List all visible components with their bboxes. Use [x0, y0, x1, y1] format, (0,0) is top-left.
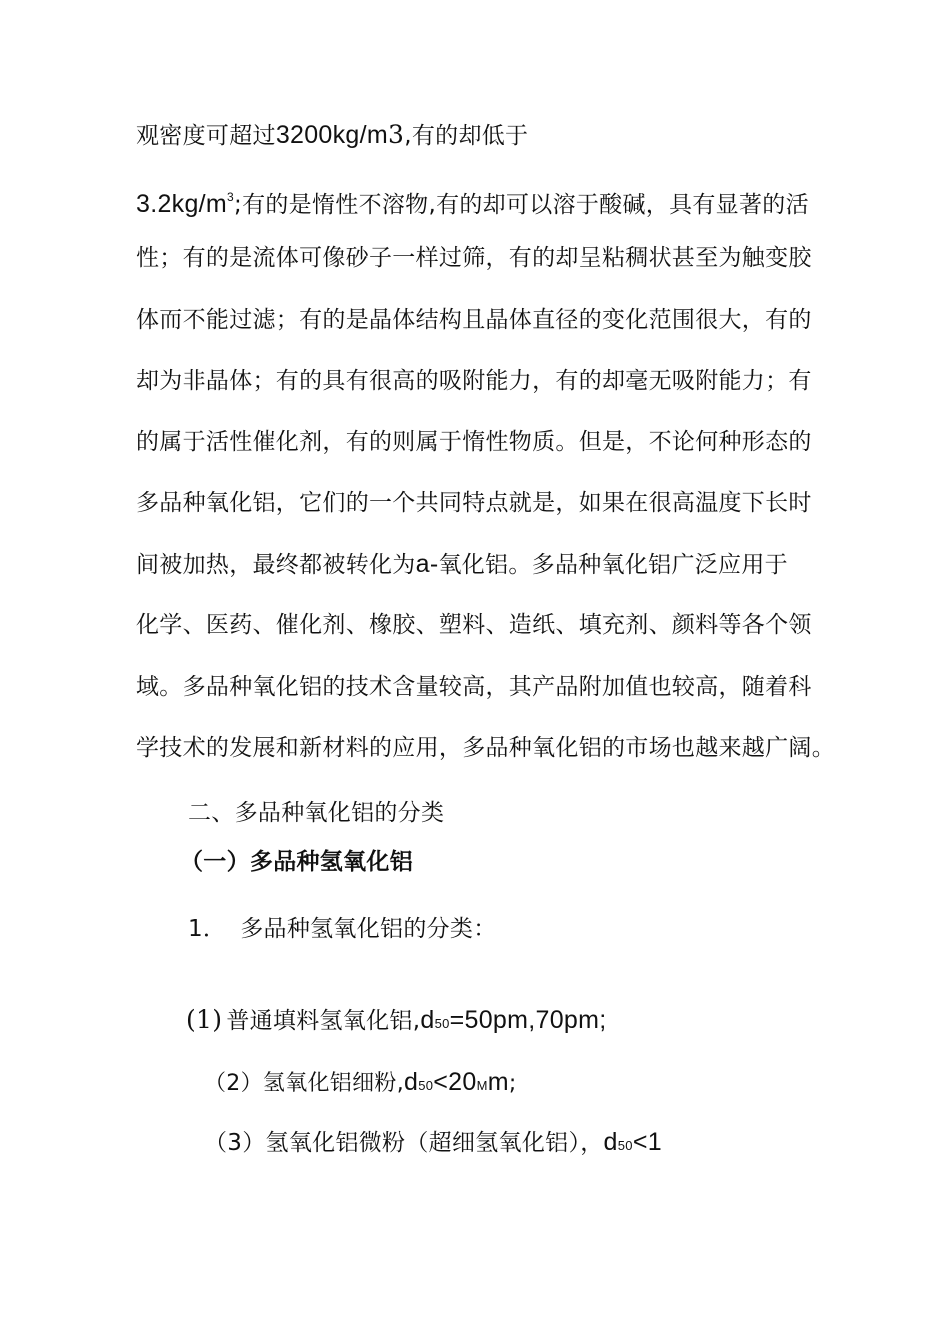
- paragraph-line-7: 多品种氧化铝，它们的一个共同特点就是，如果在很高温度下长时: [136, 490, 812, 516]
- alpha-symbol: a-: [415, 550, 439, 578]
- paragraph-line-11: 学技术的发展和新材料的应用，多品种氧化铝的市场也越来越广阔。: [136, 735, 835, 761]
- list-item: （2）氢氧化铝细粉,d50<20Mm;: [204, 1068, 517, 1096]
- paragraph-line-10: 域。多品种氧化铝的技术含量较高，其产品附加值也较高，随着科: [136, 674, 812, 700]
- item-heading: 1． 多品种氢氧化铝的分类：: [188, 916, 497, 942]
- subsection-heading: （一）多品种氢氧化铝: [180, 849, 413, 875]
- paragraph-line-1: 观密度可超过3200kg/m3,有的却低于: [136, 120, 529, 149]
- list-item: (1) 普通填料氢氧化铝,d50=50pm,70pm;: [186, 1005, 607, 1034]
- list-item: （3）氢氧化铝微粉（超细氢氧化铝），d50<1: [204, 1128, 662, 1156]
- paragraph-line-8: 间被加热，最终都被转化为a-氧化铝。多品种氧化铝广泛应用于: [136, 550, 788, 578]
- paragraph-line-5: 却为非晶体；有的具有很高的吸附能力，有的却毫无吸附能力；有: [136, 368, 812, 394]
- section-heading: 二、多品种氧化铝的分类: [188, 800, 445, 826]
- paragraph-line-6: 的属于活性催化剂，有的则属于惰性物质。但是，不论何种形态的: [136, 429, 812, 455]
- paragraph-line-3: 性；有的是流体可像砂子一样过筛，有的却呈粘稠状甚至为触变胶: [136, 245, 812, 271]
- paragraph-line-2: $3.2kg/m^3$;有的是惰性不溶物,有的却可以溶于酸碱，具有显著的活: [136, 190, 809, 218]
- paragraph-line-9: 化学、医药、催化剂、橡胶、塑料、造纸、填充剂、颜料等各个领: [136, 612, 812, 638]
- paragraph-line-4: 体而不能过滤；有的是晶体结构且晶体直径的变化范围很大，有的: [136, 307, 812, 333]
